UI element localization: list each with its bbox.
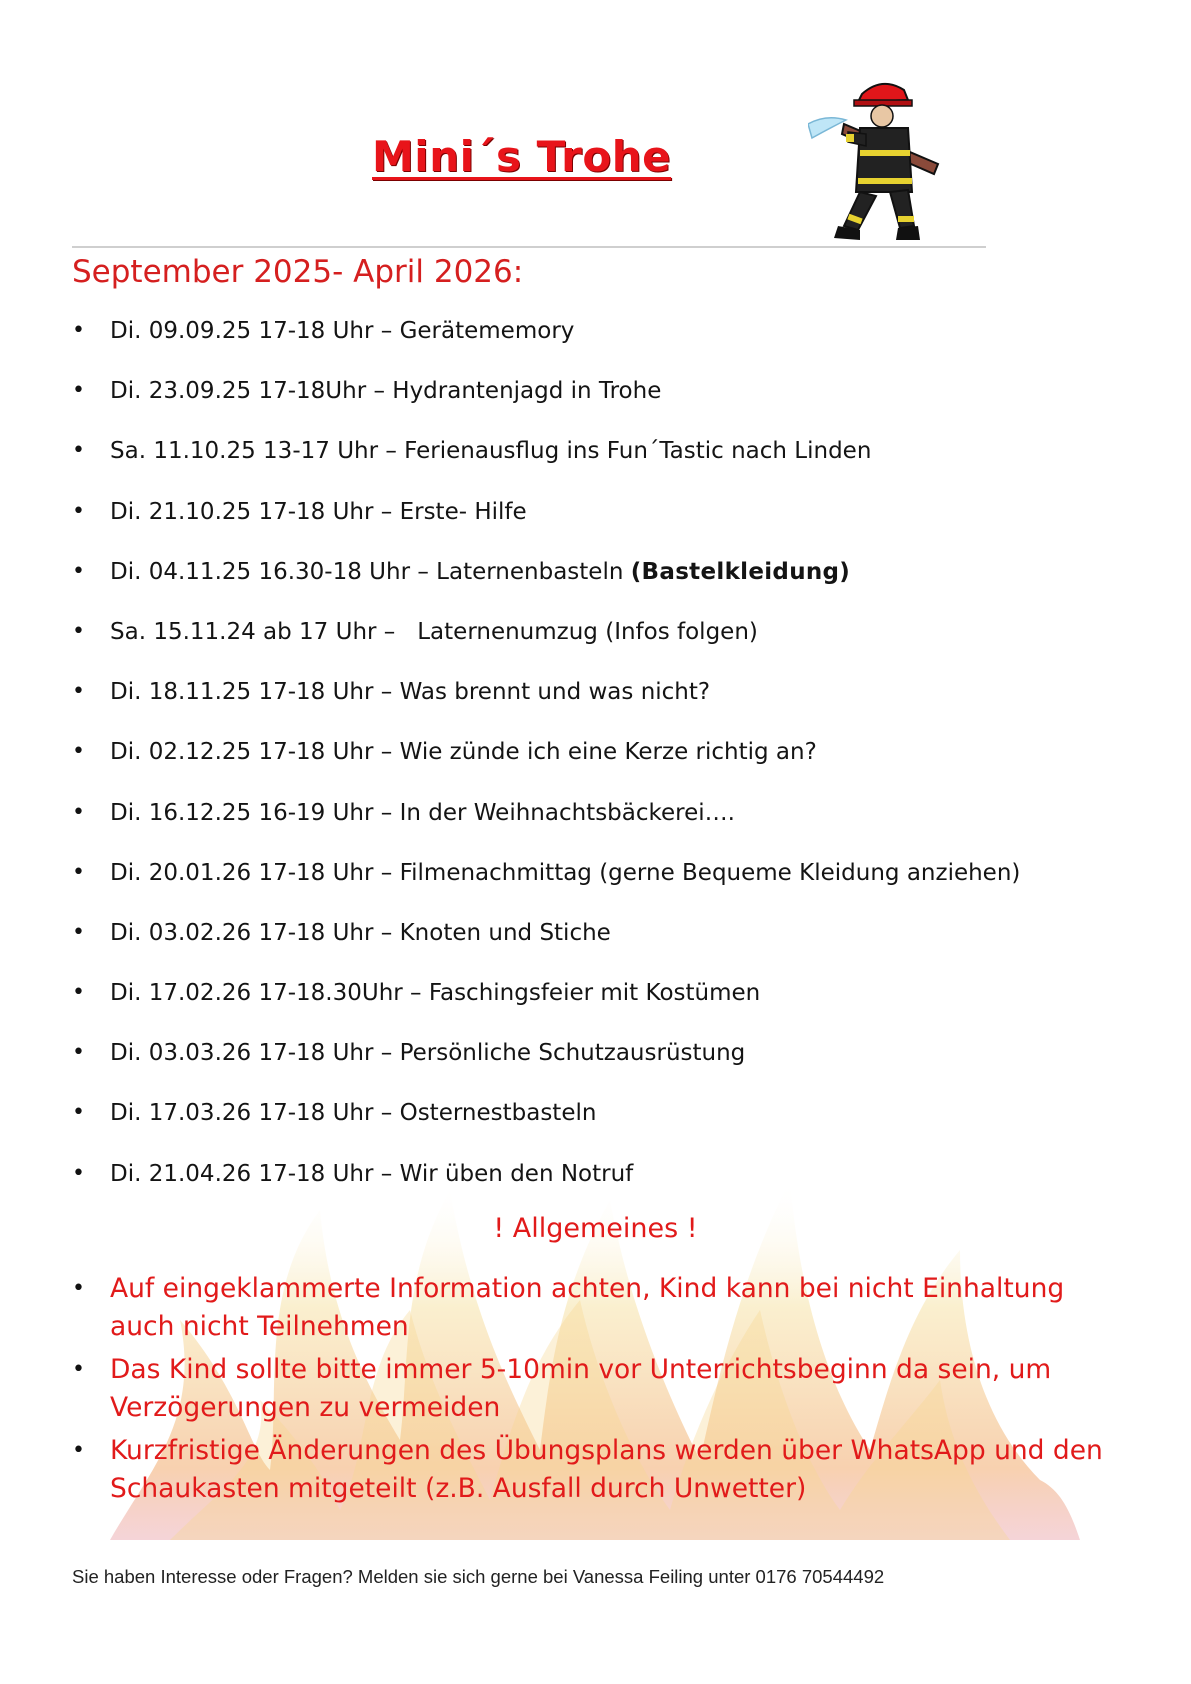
note-text: Das Kind sollte bitte immer 5-10min vor Unterrichtsbeginn da sein, um Verzögerungen zu vermeiden	[110, 1354, 1052, 1423]
list-item	[72, 1351, 1122, 1427]
event-text: Di. 21.10.25 17-18 Uhr – Erste- Hilfe	[110, 498, 527, 525]
page-title: Mini´s Trohe	[372, 132, 672, 181]
list-item	[72, 730, 1112, 790]
list-item	[72, 1432, 1122, 1508]
event-note: (Bastelkleidung)	[630, 558, 851, 585]
list-item	[72, 1091, 1112, 1151]
list-item	[72, 851, 1112, 911]
notes-list	[72, 1270, 1122, 1513]
list-item	[72, 1152, 1112, 1212]
list-item	[72, 309, 1112, 369]
list-item	[72, 1270, 1122, 1346]
event-text: Di. 20.01.26 17-18 Uhr – Filmenachmittag (gerne Bequeme Kleidung anziehen)	[110, 859, 1021, 886]
event-text: Di. 16.12.25 16-19 Uhr – In der Weihnachtsbäckerei….	[110, 799, 735, 826]
list-item	[72, 791, 1112, 851]
list-item	[72, 670, 1112, 730]
general-heading: ! Allgemeines !	[493, 1213, 698, 1244]
event-text: Sa. 15.11.24 ab 17 Uhr – Laternenumzug (Infos folgen)	[110, 618, 758, 645]
title-divider	[72, 246, 986, 248]
event-text: Di. 21.04.26 17-18 Uhr – Wir üben den Notruf	[110, 1160, 634, 1187]
contact-footer: Sie haben Interesse oder Fragen? Melden sie sich gerne bei Vanessa Feiling unter 0176 70544492	[72, 1566, 885, 1587]
list-item	[72, 550, 1112, 610]
event-text: Di. 17.02.26 17-18.30Uhr – Faschingsfeier mit Kostümen	[110, 980, 761, 1007]
list-item	[72, 369, 1112, 429]
event-text: Di. 02.12.25 17-18 Uhr – Wie zünde ich eine Kerze richtig an?	[110, 739, 817, 766]
event-text: Di. 23.09.25 17-18Uhr – Hydrantenjagd in Trohe	[110, 378, 662, 405]
list-item	[72, 610, 1112, 670]
event-text: Di. 04.11.25 16.30-18 Uhr – Laternenbasteln	[110, 558, 631, 585]
list-item	[72, 971, 1112, 1031]
event-text: Di. 03.02.26 17-18 Uhr – Knoten und Stiche	[110, 919, 611, 946]
schedule-heading: September 2025- April 2026:	[72, 254, 524, 290]
event-list	[72, 309, 1112, 1212]
note-text: Auf eingeklammerte Information achten, Kind kann bei nicht Einhaltung auch nicht Teilnehmen	[110, 1273, 1065, 1342]
list-item	[72, 490, 1112, 550]
event-text: Di. 18.11.25 17-18 Uhr – Was brennt und was nicht?	[110, 679, 711, 706]
list-item	[72, 1031, 1112, 1091]
firefighter-with-hose-icon	[808, 76, 958, 244]
event-text: Di. 03.03.26 17-18 Uhr – Persönliche Schutzausrüstung	[110, 1040, 746, 1067]
event-text: Di. 09.09.25 17-18 Uhr – Gerätememory	[110, 318, 575, 344]
note-text: Kurzfristige Änderungen des Übungsplans werden über WhatsApp und den Schaukasten mitgeteilt (z.B. Ausfall durch Unwetter)	[110, 1435, 1103, 1504]
event-text: Di. 17.03.26 17-18 Uhr – Osternestbasteln	[110, 1100, 597, 1127]
event-text: Sa. 11.10.25 13-17 Uhr – Ferienausflug ins Fun´Tastic nach Linden	[110, 438, 872, 465]
list-item	[72, 429, 1112, 489]
list-item	[72, 911, 1112, 971]
